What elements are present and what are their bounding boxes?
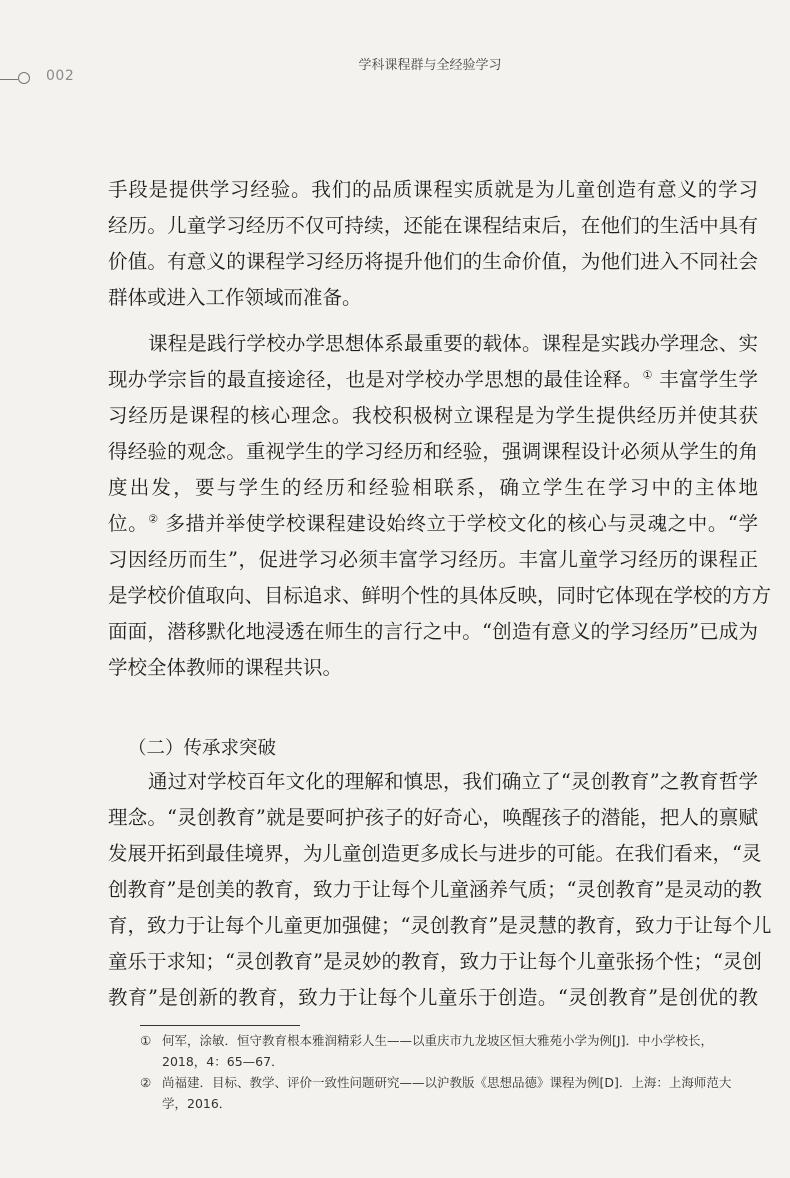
running-title: 学科课程群与全经验学习 (358, 58, 502, 73)
text-line: 群体或进入工作领域而准备。 (108, 286, 362, 309)
footnote-text: 何军，涂敏．恒守教育根本雅润精彩人生——以重庆市九龙坡区恒大雅苑小学为例[J]．中小学校长， (162, 1033, 713, 1048)
text-line: 课程是践行学校办学思想体系最重要的载体。课程是实践办学理念、实 (148, 332, 758, 355)
text-line: 创教育”是创美的教育，致力于让每个儿童涵养气质；“灵创教育”是灵动的教 (108, 878, 762, 901)
header-rule (0, 79, 18, 80)
section-heading: （二）传承求突破 (128, 738, 277, 759)
footnote-2-cont: 学，2016． (162, 1096, 232, 1111)
text-line: 价值。有意义的课程学习经历将提升他们的生命价值，为他们进入不同社会 (108, 250, 758, 273)
text-line (108, 506, 758, 542)
footnotes (140, 1030, 780, 1114)
text-line: 经历。儿童学习经历不仅可持续，还能在课程结束后，在他们的生活中具有 (108, 214, 758, 237)
footnote-text: 尚福建．目标、教学、评价一致性问题研究——以沪教版《思想品德》课程为例[D]．上海：上海师范大 (162, 1075, 732, 1090)
footnote-1 (140, 1030, 780, 1051)
text-span: 丰富学生学 (659, 368, 758, 391)
footnote-rule (140, 1025, 300, 1026)
text-line: 度出发，要与学生的经历和经验相联系，确立学生在学习中的主体地 (108, 476, 758, 499)
paragraph-3 (108, 764, 772, 1016)
text-line: 习因经历而生”，促进学习必须丰富学习经历。丰富儿童学习经历的课程正 (108, 548, 758, 571)
text-span: 位。 (108, 512, 149, 535)
footnote-1-cont: 2018，4：65—67． (162, 1054, 284, 1069)
paragraph-2 (108, 326, 772, 686)
footnote-ref-2[interactable]: ② (148, 512, 159, 526)
paragraph-1 (108, 172, 758, 316)
text-line: 是学校价值取向、目标追求、鲜明个性的具体反映，同时它体现在学校的方方 (108, 584, 772, 607)
footnote-2 (140, 1072, 780, 1093)
text-line: 习经历是课程的核心理念。我校积极树立课程是为学生提供经历并使其获 (108, 404, 758, 427)
text-line: 教育”是创新的教育，致力于让每个儿童乐于创造。“灵创教育”是创优的教 (108, 986, 758, 1009)
text-line: 学校全体教师的课程共识。 (108, 656, 343, 679)
text-line: 理念。“灵创教育”就是要呵护孩子的好奇心，唤醒孩子的潜能，把人的禀赋 (108, 806, 758, 829)
text-span: 现办学宗旨的最直接途径，也是对学校办学思想的最佳诠释。 (108, 368, 643, 391)
text-line: 通过对学校百年文化的理解和慎思，我们确立了“灵创教育”之教育哲学 (148, 770, 758, 793)
text-line: 得经验的观念。重视学生的学习经历和经验，强调课程设计必须从学生的角 (108, 440, 758, 463)
text-line: 面面，潜移默化地浸透在师生的言行之中。“创造有意义的学习经历”已成为 (108, 620, 758, 643)
text-line: 童乐于求知；“灵创教育”是灵妙的教育，致力于让每个儿童张扬个性；“灵创 (108, 950, 762, 973)
text-span: 多措并举使学校课程建设始终立于学校文化的核心与灵魂之中。“学 (165, 512, 758, 535)
footnote-mark: ② (140, 1075, 152, 1090)
page-number: 002 (46, 68, 75, 84)
footnote-mark: ① (140, 1033, 152, 1048)
footnote-ref-1[interactable]: ① (642, 368, 653, 382)
header-circle-ornament (18, 72, 30, 84)
text-line: 发展开拓到最佳境界，为儿童创造更多成长与进步的可能。在我们看来，“灵 (108, 842, 762, 865)
text-line (108, 362, 758, 398)
text-line: 育，致力于让每个儿童更加强健；“灵创教育”是灵慧的教育，致力于让每个儿 (108, 914, 772, 937)
text-line: 手段是提供学习经验。我们的品质课程实质就是为儿童创造有意义的学习 (108, 178, 758, 201)
